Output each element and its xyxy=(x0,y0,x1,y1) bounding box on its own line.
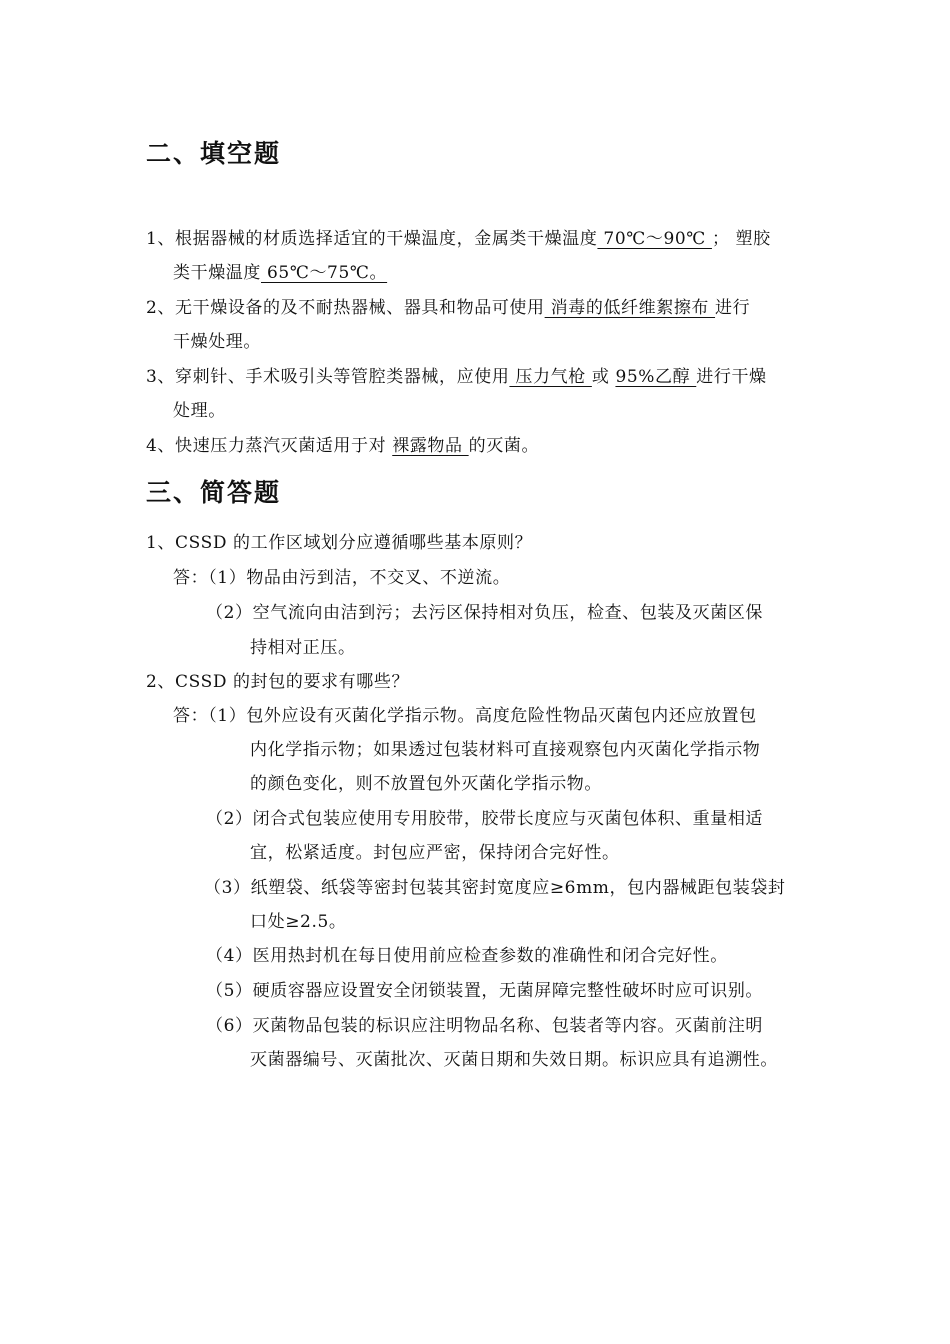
fill-question-2-line-2: 干燥处理。 xyxy=(173,332,261,352)
answer-text: 包外应设有灭菌化学指示物。高度危险性物品灭菌包内还应放置包 xyxy=(246,706,757,726)
question-text: 的灭菌。 xyxy=(468,436,540,456)
short-answer-2-item-1-line-1 xyxy=(173,701,757,726)
fill-question-4 xyxy=(146,431,539,456)
answer-blank: 95%乙醇 xyxy=(615,367,697,387)
answer-blank: 70℃～90℃ xyxy=(597,229,712,249)
short-answer-2-item-4: （4）医用热封机在每日使用前应检查参数的准确性和闭合完好性。 xyxy=(206,946,728,966)
short-question-1: 1、CSSD 的工作区域划分应遵循哪些基本原则？ xyxy=(146,533,533,553)
answer-prefix: 答：（1） xyxy=(173,706,247,726)
short-answer-2-item-2-line-2: 宜，松紧适度。封包应严密，保持闭合完好性。 xyxy=(250,843,620,863)
short-question-2: 2、CSSD 的封包的要求有哪些？ xyxy=(146,672,410,692)
short-answer-2-item-3-line-2: 口处≥2.5。 xyxy=(250,912,347,932)
short-answer-2-item-1-line-2: 内化学指示物；如果透过包装材料可直接观察包内灭菌化学指示物 xyxy=(250,740,761,760)
short-answer-1-item-2-line-1: （2）空气流向由洁到污；去污区保持相对负压，检查、包装及灭菌区保 xyxy=(206,603,764,623)
short-answer-2-item-6-line-2: 灭菌器编号、灭菌批次、灭菌日期和失效日期。标识应具有追溯性。 xyxy=(250,1050,778,1070)
question-text: 3、穿刺针、手术吸引头等管腔类器械，应使用 xyxy=(146,367,510,387)
short-answer-2-item-6-line-1: （6）灭菌物品包装的标识应注明物品名称、包装者等内容。灭菌前注明 xyxy=(206,1016,764,1036)
question-text: 进行 xyxy=(715,298,751,318)
short-answer-2-item-3-line-1: （3）纸塑袋、纸袋等密封包装其密封宽度应≥6mm，包内器械距包装袋封 xyxy=(204,878,786,898)
section-heading-short-answer: 三、简答题 xyxy=(146,478,282,507)
short-answer-1-item-1: 答：（1）物品由污到洁，不交叉、不逆流。 xyxy=(173,568,511,588)
question-text: 或 xyxy=(591,367,616,387)
short-answer-2-item-2-line-1: （2）闭合式包装应使用专用胶带，胶带长度应与灭菌包体积、重量相适 xyxy=(206,809,764,829)
answer-blank: 裸露物品 xyxy=(392,436,469,456)
question-text: 1、根据器械的材质选择适宜的干燥温度，金属类干燥温度 xyxy=(146,229,598,249)
short-answer-2-item-1-line-3: 的颜色变化，则不放置包外灭菌化学指示物。 xyxy=(250,774,602,794)
fill-question-1-line-1 xyxy=(146,224,771,249)
fill-question-1-line-2 xyxy=(173,258,387,283)
short-answer-2-item-5: （5）硬质容器应设置安全闭锁装置，无菌屏障完整性破坏时应可识别。 xyxy=(206,981,764,1001)
question-text: 进行干燥 xyxy=(696,367,767,387)
question-text: ； 塑胶 xyxy=(711,229,771,249)
fill-question-3-line-1 xyxy=(146,362,767,387)
fill-question-3-line-2: 处理。 xyxy=(173,401,226,421)
question-text: 类干燥温度 xyxy=(173,263,261,283)
section-heading-fill-in: 二、填空题 xyxy=(146,139,282,168)
short-answer-1-item-2-line-2: 持相对正压。 xyxy=(250,638,356,658)
question-text: 2、无干燥设备的及不耐热器械、器具和物品可使用 xyxy=(146,298,545,318)
answer-blank: 65℃～75℃。 xyxy=(261,263,388,283)
fill-question-2-line-1 xyxy=(146,293,750,318)
question-text: 4、快速压力蒸汽灭菌适用于对 xyxy=(146,436,393,456)
answer-blank: 压力气枪 xyxy=(509,367,592,387)
answer-blank: 消毒的低纤维絮擦布 xyxy=(544,298,716,318)
